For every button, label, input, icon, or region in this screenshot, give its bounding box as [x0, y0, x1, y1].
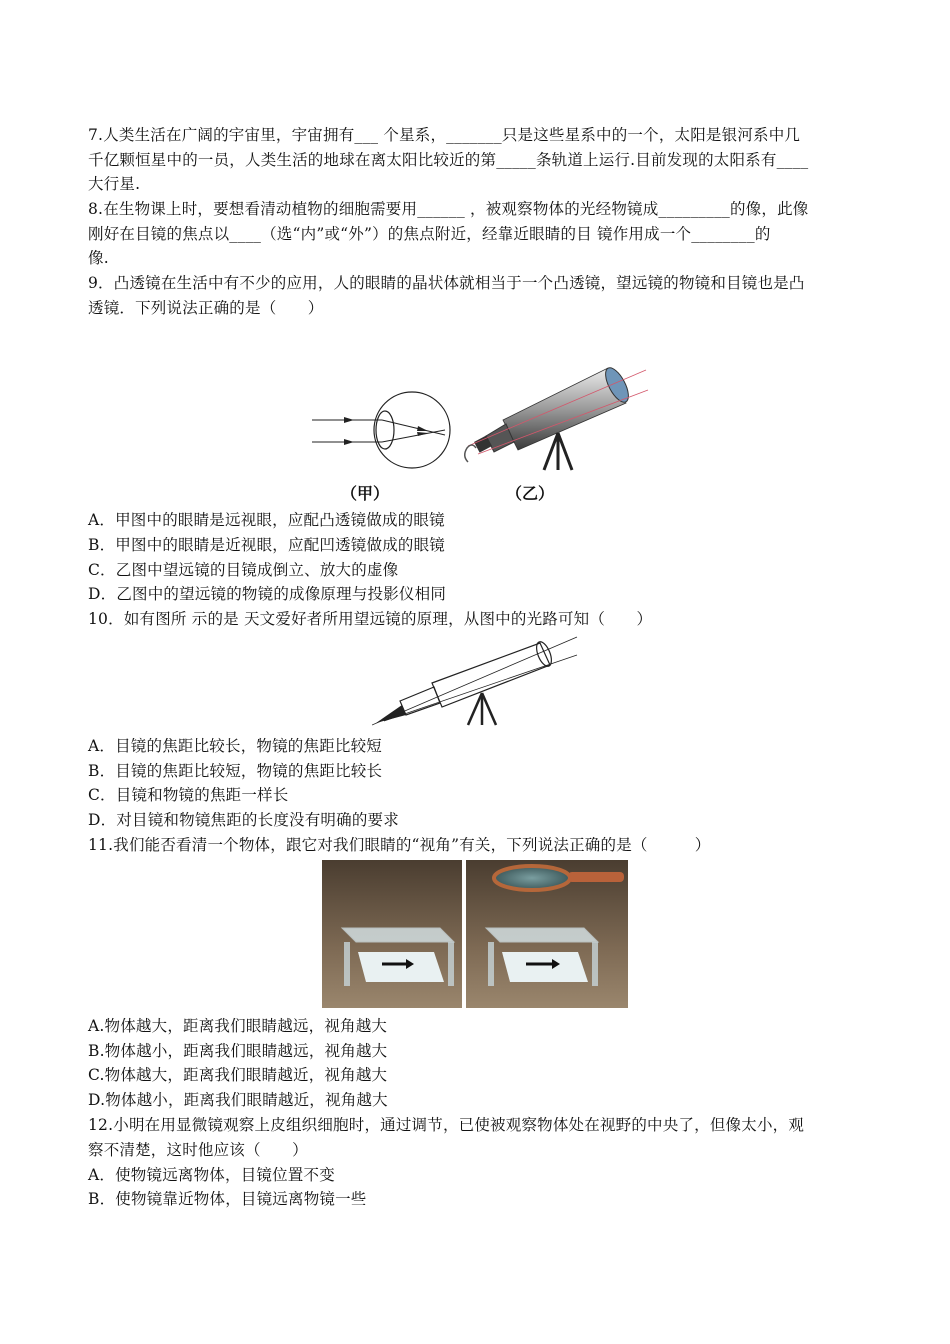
- caption-jia: （甲）: [341, 484, 390, 503]
- q7-line-3: 大行星.: [88, 175, 141, 193]
- eye-diagram: [310, 390, 470, 480]
- q9-line-2: 透镜．下列说法正确的是（ ）: [88, 299, 324, 317]
- q9-option-c: C．乙图中望远镜的目镜成倒立、放大的虚像: [88, 561, 399, 579]
- q8-line-3: 像.: [88, 249, 109, 267]
- q10-stem: 10．如有图所 示的是 天文爱好者所用望远镜的原理，从图中的光路可知（ ）: [88, 610, 653, 628]
- caption-yi: （乙）: [506, 484, 555, 503]
- telescope-diagram: [372, 635, 582, 730]
- q10-option-b: B．目镜的焦距比较短，物镜的焦距比较长: [88, 762, 383, 780]
- q12-line-2: 察不清楚，这时他应该（ ）: [88, 1141, 308, 1159]
- q10-option-c: C．目镜和物镜的焦距一样长: [88, 786, 289, 804]
- q8-line-1: 8.在生物课上时，要想看清动植物的细胞需要用______ ，被观察物体的光经物镜成_________的像，此像: [88, 200, 809, 218]
- q9-line-1: 9．凸透镜在生活中有不少的应用，人的眼睛的晶状体就相当于一个凸透镜，望远镜的物镜和目镜也是凸: [88, 274, 805, 292]
- q9-option-a: A．甲图中的眼睛是远视眼，应配凸透镜做成的眼镜: [88, 511, 445, 529]
- q11-option-b: B.物体越小，距离我们眼睛越远，视角越大: [88, 1042, 388, 1060]
- q12-option-a: A．使物镜远离物体，目镜位置不变: [88, 1166, 335, 1184]
- q11-option-d: D.物体越小，距离我们眼睛越近，视角越大: [88, 1091, 388, 1109]
- q7-line-1: 7.人类生活在广阔的宇宙里，宇宙拥有___ 个星系，_______只是这些星系中的一个，太阳是银河系中几: [88, 126, 801, 144]
- q11-option-a: A.物体越大，距离我们眼睛越远，视角越大: [88, 1017, 388, 1035]
- q9-option-d: D．乙图中的望远镜的物镜的成像原理与投影仪相同: [88, 585, 447, 603]
- q12-option-b: B．使物镜靠近物体，目镜远离物镜一些: [88, 1190, 367, 1208]
- q10-option-d: D．对目镜和物镜焦距的长度没有明确的要求: [88, 811, 399, 829]
- q7-line-2: 千亿颗恒星中的一员，人类生活的地球在离太阳比较近的第_____条轨道上运行.目前发现的太阳系有____: [88, 151, 809, 169]
- q11-stem: 11.我们能否看清一个物体，跟它对我们眼睛的“视角”有关，下列说法正确的是（ ）: [88, 836, 711, 854]
- q10-option-a: A．目镜的焦距比较长，物镜的焦距比较短: [88, 737, 382, 755]
- q8-line-2: 刚好在目镜的焦点以____（选“内”或“外”）的焦点附近，经靠近眼睛的目 镜作用成一个________的: [88, 225, 771, 243]
- magnifier-photo: [322, 860, 628, 1008]
- q9-option-b: B．甲图中的眼睛是近视眼，应配凹透镜做成的眼镜: [88, 536, 445, 554]
- telescope-photo: [458, 358, 653, 478]
- q11-option-c: C.物体越大，距离我们眼睛越近，视角越大: [88, 1066, 388, 1084]
- q12-line-1: 12.小明在用显微镜观察上皮组织细胞时，通过调节，已使被观察物体处在视野的中央了，但像太小，观: [88, 1116, 805, 1134]
